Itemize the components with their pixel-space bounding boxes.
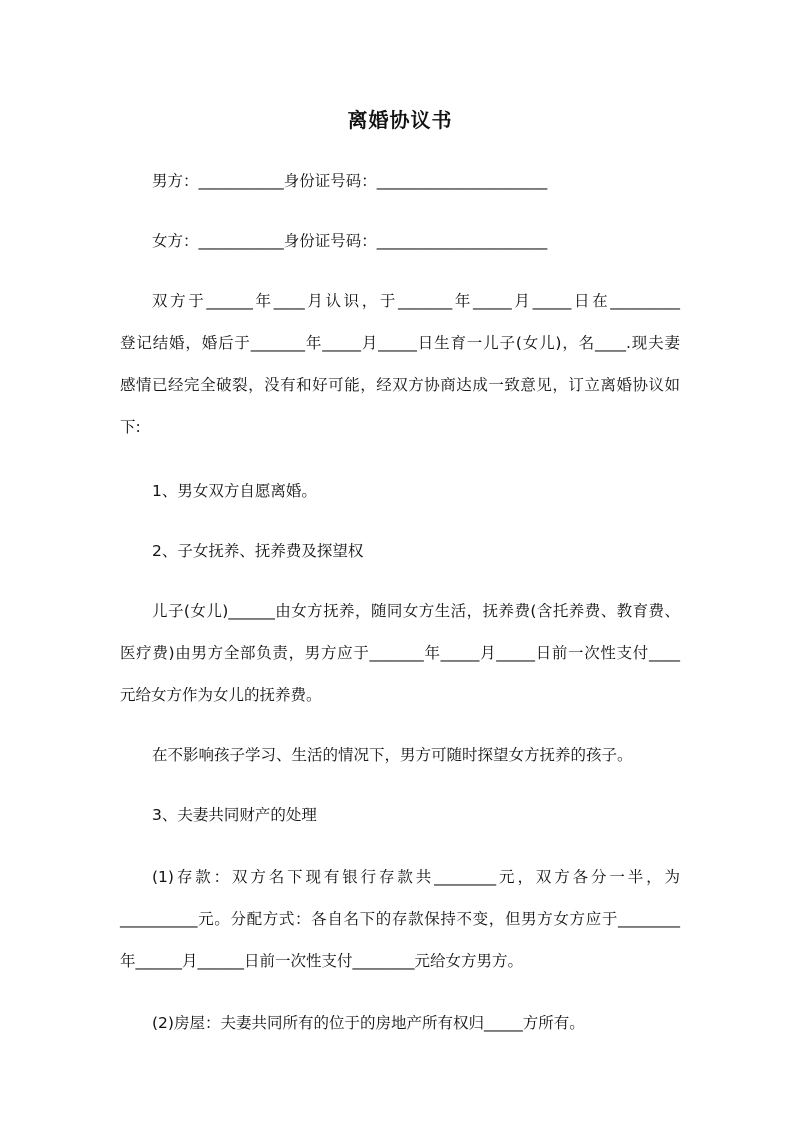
- child-support-paragraph-line: 元给女方作为女儿的抚养费。: [120, 686, 322, 704]
- savings-paragraph-line: 年______月______日前一次性支付________元给女方男方。: [120, 952, 524, 970]
- child-support-paragraph-line: 儿子(女儿)______由女方抚养，随同女方生活，抚养费(含托养费、教育费、: [152, 602, 680, 620]
- clause-3-heading: 3、夫妻共同财产的处理: [152, 806, 317, 824]
- intro-paragraph-line: 双方于______年____月认识，于_______年_____月_____日在_________: [152, 292, 680, 310]
- housing-paragraph: (2)房屋：夫妻共同所有的位于的房地产所有权归_____方所有。: [152, 1014, 585, 1032]
- husband-info-line: 男方：___________身份证号码：______________________: [152, 172, 548, 190]
- intro-paragraph-line: 下:: [120, 418, 141, 436]
- visitation-paragraph: 在不影响孩子学习、生活的情况下，男方可随时探望女方抚养的孩子。: [152, 746, 633, 764]
- wife-info-line: 女方：___________身份证号码：______________________: [152, 232, 548, 250]
- intro-paragraph-line: 登记结婚，婚后于_______年_____月_____日生育一儿子(女儿)，名____.现夫妻: [120, 334, 680, 352]
- child-support-paragraph-line: 医疗费)由男方全部负责，男方应于_______年_____月_____日前一次性支付____: [120, 644, 680, 662]
- clause-1: 1、男女双方自愿离婚。: [152, 482, 317, 500]
- savings-paragraph-line: (1)存款：双方名下现有银行存款共________元，双方各分一半，为: [152, 868, 680, 886]
- document-title: 离婚协议书: [347, 108, 453, 132]
- intro-paragraph-line: 感情已经完全破裂，没有和好可能，经双方协商达成一致意见，订立离婚协议如: [120, 376, 680, 394]
- savings-paragraph-line: __________元。分配方式：各自名下的存款保持不变，但男方女方应于________: [120, 910, 680, 928]
- clause-2-heading: 2、子女抚养、抚养费及探望权: [152, 542, 364, 560]
